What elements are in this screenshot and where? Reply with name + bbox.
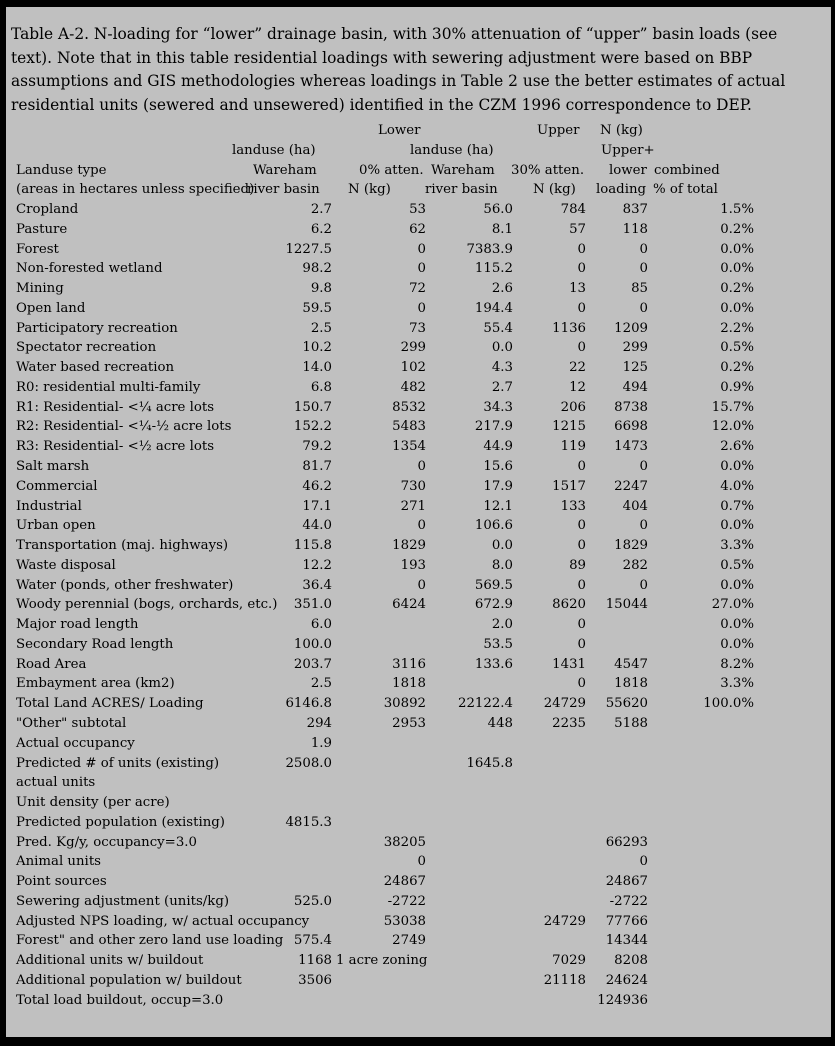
row-label: Industrial (16, 498, 82, 514)
header-loading: loading (596, 182, 647, 198)
cell-col-4: 24729 (543, 696, 586, 712)
cell-col-5: 4547 (614, 656, 648, 672)
cell-col-2: 1829 (392, 538, 426, 554)
cell-col-4: 0 (577, 577, 586, 593)
table-row (11, 734, 831, 754)
row-label: R0: residential multi-family (16, 379, 201, 395)
cell-col-1: 351.0 (293, 597, 332, 613)
cell-col-4: 8620 (552, 597, 586, 613)
cell-col-4: 13 (569, 281, 586, 297)
cell-col-2: 0 (417, 241, 426, 257)
cell-col-5: 0 (639, 459, 648, 475)
cell-col-5: 24867 (605, 874, 648, 890)
table-row (11, 951, 831, 971)
table-row (11, 872, 831, 892)
cell-col-6: 0.0% (720, 261, 754, 277)
cell-col-6: 3.3% (720, 538, 754, 554)
table-row (11, 516, 831, 536)
table-row (11, 931, 831, 951)
row-label: Total Land ACRES/ Loading (16, 696, 204, 712)
cell-col-6: 0.0% (720, 617, 754, 633)
row-label: Water (ponds, other freshwater) (16, 577, 234, 593)
cell-col-2: 0 (417, 300, 426, 316)
cell-col-3: 8.1 (491, 221, 513, 237)
cell-col-4: 2235 (552, 715, 586, 731)
cell-col-5: 1829 (614, 538, 648, 554)
cell-col-1: 14.0 (302, 360, 332, 376)
cell-col-1: 2.5 (310, 676, 332, 692)
cell-col-4: 22 (569, 360, 586, 376)
cell-col-1: 2.5 (310, 320, 332, 336)
table-row (11, 793, 831, 813)
cell-col-6: 1.5% (720, 202, 754, 218)
table-row (11, 220, 831, 240)
row-label: Major road length (16, 617, 139, 633)
row-label: Point sources (16, 874, 107, 890)
cell-col-4: 1431 (552, 656, 586, 672)
cell-col-6: 0.2% (720, 221, 754, 237)
cell-col-4: 133 (560, 498, 586, 514)
header-areas-note: (areas in hectares unless specified) (16, 182, 255, 198)
cell-col-2: 271 (400, 498, 426, 514)
cell-col-1: 17.1 (302, 498, 332, 514)
row-label: R2: Residential- <¼-½ acre lots (16, 419, 232, 435)
cell-col-6: 0.0% (720, 300, 754, 316)
table-row (11, 497, 831, 517)
cell-col-2: 0 (417, 854, 426, 870)
cell-col-4: 0 (577, 518, 586, 534)
cell-col-1: 36.4 (302, 577, 332, 593)
row-label: Secondary Road length (16, 636, 174, 652)
cell-col-3: 12.1 (483, 498, 513, 514)
cell-col-1: 575.4 (293, 933, 332, 949)
header-river-basin: river basin (247, 182, 320, 198)
table-row (11, 457, 831, 477)
cell-col-2: 1354 (392, 439, 426, 455)
cell-col-2: 299 (400, 340, 426, 356)
table-row (11, 655, 831, 675)
cell-col-6: 4.0% (720, 478, 754, 494)
cell-col-2: 6424 (392, 597, 426, 613)
cell-col-1: 150.7 (293, 399, 332, 415)
cell-col-6: 12.0% (711, 419, 754, 435)
header-nkg: N (kg) (600, 123, 643, 138)
cell-col-3: 56.0 (483, 202, 513, 218)
cell-col-5: 6698 (614, 419, 648, 435)
header-row-2 (11, 141, 831, 161)
cell-col-6: 100.0% (703, 696, 754, 712)
cell-col-1: 1.9 (310, 735, 332, 751)
cell-col-3: 2.7 (491, 379, 513, 395)
row-label: Adjusted NPS loading, w/ actual occupancy (16, 913, 310, 929)
cell-col-3: 17.9 (483, 478, 513, 494)
header-row-1 (11, 121, 831, 141)
cell-col-1: 294 (306, 715, 332, 731)
cell-col-4: 0 (577, 261, 586, 277)
row-label: Mining (16, 281, 64, 297)
header-landuse-ha-1: landuse (ha) (232, 142, 316, 158)
cell-col-5: 0 (639, 261, 648, 277)
row-label: Waste disposal (16, 557, 116, 573)
cell-col-2: 72 (409, 281, 426, 297)
header-wareham: Wareham (253, 162, 317, 178)
table-row (11, 417, 831, 437)
header-landuse-ha-2: landuse (ha) (410, 142, 494, 158)
cell-col-5: 118 (622, 221, 648, 237)
row-label: Unit density (per acre) (16, 795, 170, 811)
cell-col-5: 125 (622, 360, 648, 376)
table-row (11, 852, 831, 872)
cell-col-2: 482 (400, 379, 426, 395)
cell-col-1: 46.2 (302, 478, 332, 494)
row-label: Sewering adjustment (units/kg) (16, 893, 230, 909)
cell-col-5: 404 (622, 498, 648, 514)
cell-col-2: 1818 (392, 676, 426, 692)
cell-col-2: 0 (417, 518, 426, 534)
header-row-4 (11, 180, 831, 200)
table-row (11, 477, 831, 497)
table-row (11, 437, 831, 457)
cell-col-5: 282 (622, 557, 648, 573)
table-row (11, 912, 831, 932)
cell-col-5: 66293 (605, 834, 648, 850)
cell-col-4: 24729 (543, 913, 586, 929)
header-landuse-type: Landuse type (16, 162, 107, 178)
cell-col-5: 85 (631, 281, 648, 297)
cell-col-1: 203.7 (293, 656, 332, 672)
cell-col-6: 0.5% (720, 557, 754, 573)
table-row (11, 773, 831, 793)
table-row (11, 674, 831, 694)
cell-col-4: 119 (560, 439, 586, 455)
row-label: Cropland (16, 202, 79, 218)
table-row (11, 635, 831, 655)
cell-col-5: 837 (622, 202, 648, 218)
cell-col-2: 73 (409, 320, 426, 336)
cell-col-4: 206 (560, 399, 586, 415)
header-upper-plus: Upper+ (601, 142, 655, 158)
row-label: Predicted population (existing) (16, 814, 225, 830)
row-label: Actual occupancy (16, 735, 135, 751)
cell-col-4: 89 (569, 557, 586, 573)
cell-col-5: -2722 (609, 893, 648, 909)
cell-col-3: 115.2 (474, 261, 513, 277)
cell-col-5: 24624 (605, 972, 648, 988)
cell-col-2: 5483 (392, 419, 426, 435)
header-pct-total: % of total (653, 182, 718, 198)
cell-col-5: 15044 (605, 597, 648, 613)
table-row (11, 240, 831, 260)
cell-col-2: 193 (400, 557, 426, 573)
cell-col-3: 7383.9 (466, 241, 513, 257)
cell-col-2: 730 (400, 478, 426, 494)
cell-col-4: 0 (577, 459, 586, 475)
row-label: Predicted # of units (existing) (16, 755, 220, 771)
table-row (11, 595, 831, 615)
table-row (11, 378, 831, 398)
cell-col-1: 115.8 (293, 538, 332, 554)
row-label: Woody perennial (bogs, orchards, etc.) (16, 597, 278, 613)
cell-col-2: 62 (409, 221, 426, 237)
cell-col-4: 0 (577, 300, 586, 316)
cell-col-3: 194.4 (474, 300, 513, 316)
cell-col-3: 2.6 (491, 281, 513, 297)
cell-col-1: 2508.0 (285, 755, 332, 771)
row-label: Salt marsh (16, 459, 90, 475)
cell-col-2: 0 (417, 577, 426, 593)
cell-col-2: 0 (417, 261, 426, 277)
cell-col-1: 2.7 (310, 202, 332, 218)
row-label: Animal units (16, 854, 101, 870)
row-label: R1: Residential- <¼ acre lots (16, 399, 215, 415)
cell-col-3: 0.0 (491, 340, 513, 356)
cell-col-5: 1209 (614, 320, 648, 336)
cell-col-2: 53 (409, 202, 426, 218)
cell-col-3: 22122.4 (458, 696, 513, 712)
cell-col-3: 217.9 (474, 419, 513, 435)
cell-col-4: 1517 (552, 478, 586, 494)
cell-col-2: 53038 (383, 913, 426, 929)
row-label: Total load buildout, occup=3.0 (16, 992, 224, 1008)
cell-col-6: 8.2% (720, 656, 754, 672)
row-label: Non-forested wetland (16, 261, 163, 277)
cell-col-5: 1818 (614, 676, 648, 692)
cell-col-5: 77766 (605, 913, 648, 929)
cell-col-1: 4815.3 (285, 814, 332, 830)
cell-col-1: 6.0 (310, 617, 332, 633)
table-row (11, 576, 831, 596)
cell-col-4: 0 (577, 538, 586, 554)
data-table (11, 121, 831, 1010)
cell-col-5: 0 (639, 518, 648, 534)
cell-col-6: 0.0% (720, 518, 754, 534)
table-row (11, 813, 831, 833)
cell-col-3: 2.0 (491, 617, 513, 633)
row-label: Transportation (maj. highways) (16, 538, 229, 554)
cell-col-6: 0.2% (720, 360, 754, 376)
cell-col-5: 299 (622, 340, 648, 356)
cell-col-3: 448 (487, 715, 513, 731)
cell-col-1: 6.2 (310, 221, 332, 237)
cell-col-3: 672.9 (474, 597, 513, 613)
table-row (11, 358, 831, 378)
cell-col-3: 34.3 (483, 399, 513, 415)
cell-col-6: 0.5% (720, 340, 754, 356)
cell-col-5: 8208 (614, 953, 648, 969)
cell-col-3: 1645.8 (466, 755, 513, 771)
cell-col-3: 55.4 (483, 320, 513, 336)
row-label: Participatory recreation (16, 320, 178, 336)
cell-col-4: 784 (560, 202, 586, 218)
cell-col-4: 0 (577, 340, 586, 356)
cell-col-1: 525.0 (293, 893, 332, 909)
row-label: Open land (16, 300, 86, 316)
cell-col-2: 8532 (392, 399, 426, 415)
cell-col-2: 0 (417, 459, 426, 475)
cell-col-6: 15.7% (711, 399, 754, 415)
table-caption: Table A-2. N-loading for “lower” drainage basin, with 30% attenuation of “upper” basin loads (see text). Note that in this table residential loadings with sewering adjustment were based on BBP assumptions and GIS methodologies whereas loadings in Table 2 use the better estimates of actual residential units (sewered and unsewered) identified in the CZM 1996 correspondence to DEP. (11, 25, 786, 114)
row-label: Road Area (16, 656, 87, 672)
cell-col-6: 0.0% (720, 577, 754, 593)
cell-col-3: 44.9 (483, 439, 513, 455)
header-nkg-b: N (kg) (533, 182, 576, 198)
table-row (11, 319, 831, 339)
table-row (11, 892, 831, 912)
table-body (11, 200, 831, 1010)
cell-col-1: 79.2 (302, 439, 332, 455)
cell-col-5: 124936 (597, 992, 648, 1008)
cell-col-4: 1136 (552, 320, 586, 336)
cell-col-6: 0.0% (720, 241, 754, 257)
table-row (11, 615, 831, 635)
header-atten30: 30% atten. (511, 162, 585, 178)
cell-col-5: 5188 (614, 715, 648, 731)
cell-col-1: 10.2 (302, 340, 332, 356)
cell-col-6: 0.0% (720, 459, 754, 475)
cell-col-5: 55620 (605, 696, 648, 712)
cell-col-6: 0.9% (720, 379, 754, 395)
cell-col-1: 44.0 (302, 518, 332, 534)
cell-col-4: 0 (577, 636, 586, 652)
cell-col-2: 2953 (392, 715, 426, 731)
cell-col-4: 0 (577, 676, 586, 692)
header-atten0: 0% atten. (359, 162, 424, 178)
header-row-3 (11, 161, 831, 181)
row-label: Additional population w/ buildout (16, 972, 242, 988)
cell-col-4: 57 (569, 221, 586, 237)
row-label: Additional units w/ buildout (16, 953, 204, 969)
zoning-note: 1 acre zoning (336, 953, 428, 969)
table-row (11, 754, 831, 774)
cell-col-1: 81.7 (302, 459, 332, 475)
header-nkg-a: N (kg) (348, 182, 391, 198)
cell-col-6: 0.2% (720, 281, 754, 297)
cell-col-3: 8.0 (491, 557, 513, 573)
table-row (11, 694, 831, 714)
cell-col-2: 3116 (392, 656, 426, 672)
cell-col-3: 569.5 (474, 577, 513, 593)
cell-col-2: -2722 (387, 893, 426, 909)
cell-col-1: 6146.8 (285, 696, 332, 712)
cell-col-1: 1227.5 (285, 241, 332, 257)
row-label: R3: Residential- <½ acre lots (16, 439, 215, 455)
cell-col-3: 15.6 (483, 459, 513, 475)
table-row (11, 556, 831, 576)
cell-col-4: 0 (577, 241, 586, 257)
cell-col-1: 59.5 (302, 300, 332, 316)
header-river-basin-2: river basin (425, 182, 498, 198)
header-wareham-2: Wareham (431, 162, 495, 178)
table-row (11, 259, 831, 279)
cell-col-5: 2247 (614, 478, 648, 494)
cell-col-6: 3.3% (720, 676, 754, 692)
cell-col-5: 0 (639, 241, 648, 257)
cell-col-1: 9.8 (310, 281, 332, 297)
cell-col-6: 0.7% (720, 498, 754, 514)
row-label: "Other" subtotal (16, 715, 127, 731)
cell-col-3: 106.6 (474, 518, 513, 534)
header-lower: Lower (378, 123, 421, 138)
table-row (11, 299, 831, 319)
cell-col-4: 7029 (552, 953, 586, 969)
table-row (11, 200, 831, 220)
cell-col-4: 0 (577, 617, 586, 633)
cell-col-3: 133.6 (474, 656, 513, 672)
cell-col-2: 24867 (383, 874, 426, 890)
row-label: Pred. Kg/y, occupancy=3.0 (16, 834, 197, 850)
cell-col-6: 2.6% (720, 439, 754, 455)
cell-col-1: 1168 (298, 953, 332, 969)
cell-col-4: 12 (569, 379, 586, 395)
cell-col-4: 21118 (543, 972, 586, 988)
cell-col-5: 8738 (614, 399, 648, 415)
row-label: Pasture (16, 221, 68, 237)
row-label: Forest (16, 241, 59, 257)
row-label: actual units (16, 775, 96, 791)
cell-col-5: 0 (639, 300, 648, 316)
cell-col-6: 0.0% (720, 636, 754, 652)
cell-col-1: 152.2 (293, 419, 332, 435)
cell-col-3: 53.5 (483, 636, 513, 652)
row-label: Spectator recreation (16, 340, 157, 356)
table-row (11, 991, 831, 1011)
cell-col-4: 1215 (552, 419, 586, 435)
table-row (11, 714, 831, 734)
cell-col-6: 27.0% (711, 597, 754, 613)
cell-col-2: 30892 (383, 696, 426, 712)
cell-col-1: 100.0 (293, 636, 332, 652)
table-row (11, 398, 831, 418)
cell-col-6: 2.2% (720, 320, 754, 336)
cell-col-5: 494 (622, 379, 648, 395)
row-label: Commercial (16, 478, 98, 494)
cell-col-1: 98.2 (302, 261, 332, 277)
header-lower-lc: lower (609, 162, 647, 178)
header-upper: Upper (537, 123, 580, 138)
table-row (11, 536, 831, 556)
table-row (11, 971, 831, 991)
cell-col-1: 6.8 (310, 379, 332, 395)
cell-col-3: 4.3 (491, 360, 513, 376)
cell-col-2: 2749 (392, 933, 426, 949)
cell-col-2: 38205 (383, 834, 426, 850)
table-row (11, 338, 831, 358)
cell-col-1: 3506 (298, 972, 332, 988)
cell-col-5: 0 (639, 854, 648, 870)
table-row (11, 833, 831, 853)
row-label: Urban open (16, 518, 96, 534)
cell-col-5: 1473 (614, 439, 648, 455)
cell-col-3: 0.0 (491, 538, 513, 554)
table-row (11, 279, 831, 299)
cell-col-5: 14344 (605, 933, 648, 949)
row-label: Forest" and other zero land use loading (16, 933, 284, 949)
cell-col-1: 12.2 (302, 557, 332, 573)
row-label: Embayment area (km2) (16, 676, 175, 692)
header-combined: combined (654, 162, 720, 178)
cell-col-2: 102 (400, 360, 426, 376)
cell-col-5: 0 (639, 577, 648, 593)
row-label: Water based recreation (16, 360, 175, 376)
